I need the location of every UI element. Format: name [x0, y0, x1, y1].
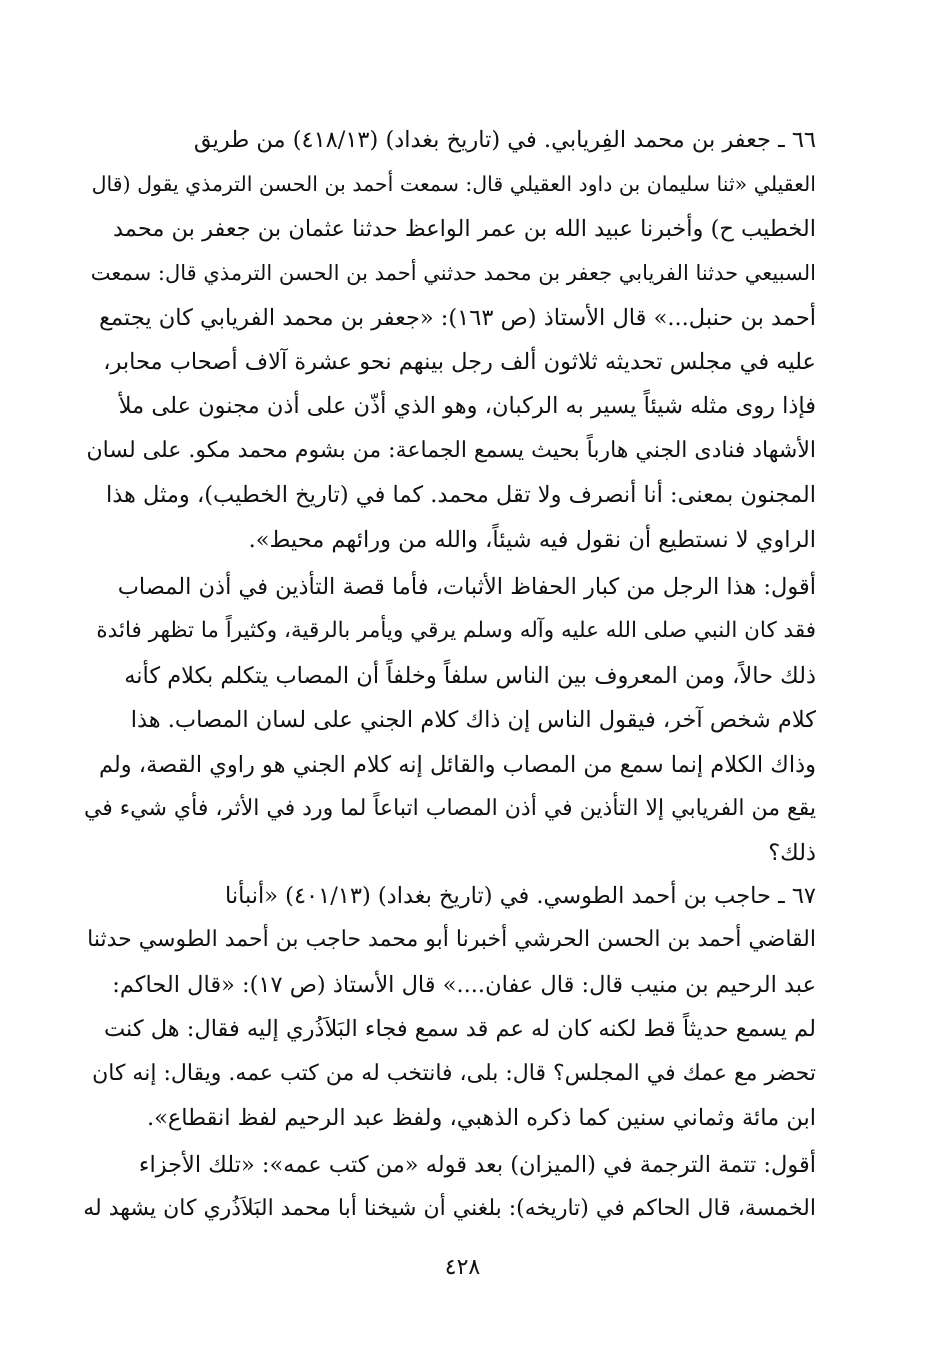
text-line: ٦٧ ـ حاجب بن أحمد الطوسي. في (تاريخ بغداد) (٤٠١/١٣) «أنبأنا	[224, 883, 816, 909]
text-line: المجنون بمعنى: أنا أنصرف ولا تقل محمد. كما في (تاريخ الخطيب)، ومثل هذا	[105, 482, 816, 509]
text-line: ابن مائة وثماني سنين كما ذكره الذهبي، ولفظ عبد الرحيم لفظ انقطاع».	[146, 1105, 816, 1132]
entry-66-paragraph	[82, 118, 816, 562]
text-line: أقول: تتمة الترجمة في (الميزان) بعد قوله «من كتب عمه»: «تلك الأجزاء	[138, 1152, 816, 1178]
comment-67-paragraph	[82, 1143, 816, 1232]
text-line: الخمسة، قال الحاكم في (تاريخه): بلغني أن شيخنا أبا محمد البَلاَذُري كان يشهد له	[83, 1196, 816, 1222]
text-line: فإذا روى مثله شيئاً يسير به الركبان، وهو الذي أذّن على أذن مجنون على ملأ	[118, 393, 816, 420]
text-line: أقول: هذا الرجل من كبار الحفاظ الأثبات، فأما قصة التأذين في أذن المصاب	[117, 574, 816, 600]
text-line: كلام شخص آخر، فيقول الناس إن ذاك كلام الجني على لسان المصاب. هذا	[130, 707, 816, 734]
text-line: تحضر مع عمك في المجلس؟ قال: بلى، فانتخب له من كتب عمه. ويقال: إنه كان	[92, 1060, 816, 1086]
text-line: ذلك حالاً، ومن المعروف بين الناس سلفاً وخلفاً أن المصاب يتكلم بكلام كأنه	[124, 662, 816, 689]
text-line: عليه في مجلس تحديثه ثلاثون ألف رجل بينهم نحو عشرة آلاف أصحاب محابر،	[103, 349, 816, 376]
text-line: الخطيب ح) وأخبرنا عبيد الله بن عمر الواعظ حدثنا عثمان بن جعفر بن محمد	[113, 215, 816, 242]
entry-67-paragraph	[82, 874, 816, 1140]
text-line: يقع من الفريابي إلا التأذين في أذن المصاب اتباعاً لما ورد في الأثر، فأي شيء في	[83, 796, 816, 822]
text-line: الأشهاد فنادى الجني هارباً بحيث يسمع الجماعة: من بشوم محمد مكو. على لسان	[86, 437, 816, 463]
text-line: ذلك؟	[768, 840, 816, 867]
text-line: وذاك الكلام إنما سمع من المصاب والقائل إنه كلام الجني هو راوي القصة، ولم	[98, 751, 816, 778]
text-line: أحمد بن حنبل...» قال الأستاذ (ص ١٦٣): «جعفر بن محمد الفريابي كان يجتمع	[99, 304, 816, 331]
text-line: السبيعي حدثنا الفريابي جعفر بن محمد حدثني أحمد بن الحسن الترمذي قال: سمعت	[90, 261, 816, 286]
text-line: فقد كان النبي صلى الله عليه وآله وسلم يرقي ويأمر بالرقية، وكثيراً ما تظهر فائدة	[96, 618, 816, 644]
text-line: ٦٦ ـ جعفر بن محمد الفِريابي. في (تاريخ بغداد) (٤١٨/١٣) من طريق	[193, 127, 816, 153]
text-line: القاضي أحمد بن الحسن الحرشي أخبرنا أبو محمد حاجب بن أحمد الطوسي حدثنا	[87, 927, 816, 953]
text-line: العقيلي «ثنا سليمان بن داود العقيلي قال: سمعت أحمد بن الحسن الترمذي يقول (قال	[91, 172, 816, 197]
text-line: لم يسمع حديثاً قط لكنه كان له عم قد سمع فجاء البَلاَذُري إليه فقال: هل كنت	[103, 1016, 816, 1043]
text-line: عبد الرحيم بن منيب قال: قال عفان....» قال الأستاذ (ص ١٧): «قال الحاكم:	[112, 971, 816, 998]
page-number: ٤٢٨	[444, 1255, 481, 1280]
comment-66-paragraph	[82, 565, 816, 876]
text-line: الراوي لا نستطيع أن نقول فيه شيئاً، والله من ورائهم محيط».	[248, 526, 816, 553]
